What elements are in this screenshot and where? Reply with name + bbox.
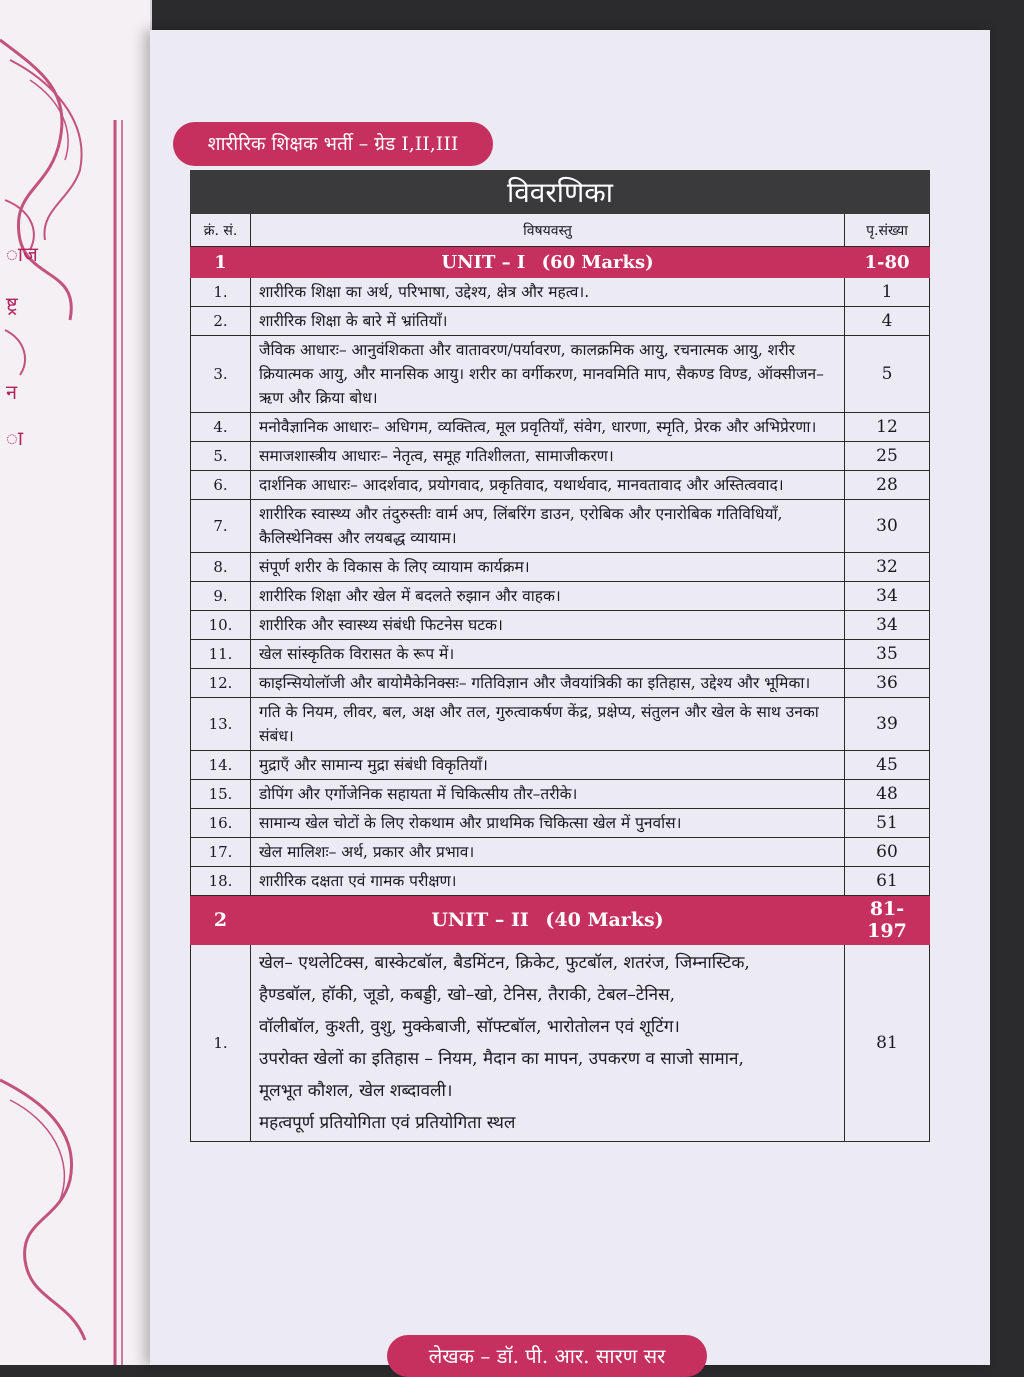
header-badge: शारीरिक शिक्षक भर्ती – ग्रेड I,II,III	[173, 122, 493, 166]
row-number: 4.	[191, 413, 251, 442]
table-row	[191, 553, 930, 582]
table-row	[191, 838, 930, 867]
row-topic: डोपिंग और एर्गोजेनिक सहायता में चिकित्सीय तौर–तरीके।	[251, 780, 845, 809]
row-number: 17.	[191, 838, 251, 867]
table-row	[191, 698, 930, 751]
row-topic: दार्शनिक आधारः– आदर्शवाद, प्रयोगवाद, प्रकृतिवाद, यथार्थवाद, मानवतावाद और अस्तित्ववाद।	[251, 471, 845, 500]
row-number: 1.	[191, 278, 251, 307]
row-page: 60	[845, 838, 930, 867]
row-page: 12	[845, 413, 930, 442]
row-number: 7.	[191, 500, 251, 553]
left-page-fragment: ा	[6, 426, 24, 450]
row-topic: शारीरिक दक्षता एवं गामक परीक्षण।	[251, 867, 845, 896]
row-page: 34	[845, 582, 930, 611]
row-page: 1	[845, 278, 930, 307]
row-number: 13.	[191, 698, 251, 751]
row-page: 81	[845, 945, 930, 1142]
row-page: 39	[845, 698, 930, 751]
toc-title: विवरणिका	[191, 171, 930, 214]
unit-row-2	[191, 896, 930, 945]
row-number: 18.	[191, 867, 251, 896]
row-number: 2.	[191, 307, 251, 336]
left-page	[0, 0, 152, 1365]
row-number: 10.	[191, 611, 251, 640]
table-row	[191, 471, 930, 500]
unit-number: 2	[191, 896, 251, 945]
unit-heading	[251, 896, 845, 945]
row-topic: शारीरिक शिक्षा का अर्थ, परिभाषा, उद्देश्य, क्षेत्र और महत्व।.	[251, 278, 845, 307]
row-page: 32	[845, 553, 930, 582]
row-number: 14.	[191, 751, 251, 780]
table-row	[191, 809, 930, 838]
unit-pages: 81-197	[845, 896, 930, 945]
table-row	[191, 336, 930, 413]
row-number: 6.	[191, 471, 251, 500]
row-topic: शारीरिक स्वास्थ्य और तंदुरुस्तीः वार्म अप, लिंबरिंग डाउन, एरोबिक और एनारोबिक गतिविधियाँ, कैलिस्थेनिक्स और लयबद्ध व्यायाम।	[251, 500, 845, 553]
row-topic: समाजशास्त्रीय आधारः– नेतृत्व, समूह गतिशीलता, सामाजीकरण।	[251, 442, 845, 471]
row-page: 48	[845, 780, 930, 809]
row-page: 45	[845, 751, 930, 780]
row-topic: काइन्सियोलॉजी और बायोमैकेनिक्सः– गतिविज्ञान और जैवयांत्रिकी का इतिहास, उद्देश्य और भूमिका।	[251, 669, 845, 698]
table-row	[191, 867, 930, 896]
table-row	[191, 780, 930, 809]
topic-line: हैण्डबॉल, हॉकी, जूडो, कबड्डी, खो–खो, टेनिस, तैराकी, टेबल–टेनिस,	[259, 985, 675, 1005]
row-page: 30	[845, 500, 930, 553]
left-page-fragment: ष्ट्र	[6, 292, 18, 316]
row-number: 3.	[191, 336, 251, 413]
table-row	[191, 582, 930, 611]
row-topic: जैविक आधारः– आनुवंशिकता और वातावरण/पर्यावरण, कालक्रमिक आयु, रचनात्मक आयु, शरीर क्रियात्मक आयु, और मानसिक आयु। शरीर का वर्गीकरण, मानवमिति माप, सैकण्ड विण्ड, ऑक्सीजन–ऋण और क्रिया बोध।	[251, 336, 845, 413]
topic-line: वॉलीबॉल, कुश्ती, वुशु, मुक्केबाजी, सॉफ्टबॉल, भारोतोलन एवं शूटिंग।	[259, 1017, 680, 1037]
row-number: 9.	[191, 582, 251, 611]
row-page: 34	[845, 611, 930, 640]
column-header-content: विषयवस्तु	[251, 214, 845, 247]
row-number: 15.	[191, 780, 251, 809]
topic-line: खेल– एथलेटिक्स, बास्केटबॉल, बैडमिंटन, क्रिकेट, फुटबॉल, शतरंज, जिम्नास्टिक,	[259, 953, 750, 973]
row-topic: खेल सांस्कृतिक विरासत के रूप में।	[251, 640, 845, 669]
row-page: 4	[845, 307, 930, 336]
left-page-fragment: न	[6, 380, 18, 404]
table-row	[191, 442, 930, 471]
left-page-fragment: ाज	[6, 242, 38, 266]
floral-border-ornament	[0, 0, 150, 1365]
row-topic	[251, 945, 845, 1142]
row-page: 51	[845, 809, 930, 838]
row-topic: शारीरिक शिक्षा के बारे में भ्रांतियाँ।	[251, 307, 845, 336]
row-page: 5	[845, 336, 930, 413]
table-row	[191, 945, 930, 1142]
topic-line: महत्वपूर्ण प्रतियोगिता एवं प्रतियोगिता स्थल	[259, 1113, 516, 1133]
unit-heading	[251, 247, 845, 278]
row-topic: मुद्राएँ और सामान्य मुद्रा संबंधी विकृतियाँ।	[251, 751, 845, 780]
row-topic: संपूर्ण शरीर के विकास के लिए व्यायाम कार्यक्रम।	[251, 553, 845, 582]
row-number: 11.	[191, 640, 251, 669]
unit-number: 1	[191, 247, 251, 278]
table-of-contents	[190, 170, 930, 1142]
row-topic: शारीरिक और स्वास्थ्य संबंधी फिटनेस घटक।	[251, 611, 845, 640]
table-row	[191, 751, 930, 780]
topic-line: मूलभूत कौशल, खेल शब्दावली।	[259, 1081, 453, 1101]
row-topic: मनोवैज्ञानिक आधारः– अधिगम, व्यक्तित्व, मूल प्रवृतियाँ, संवेग, धारणा, स्मृति, प्रेरक और अभिप्रेरणा।	[251, 413, 845, 442]
unit-marks: (40 Marks)	[545, 909, 664, 931]
unit-title: UNIT – II	[431, 909, 529, 931]
table-row	[191, 640, 930, 669]
unit-marks: (60 Marks)	[541, 251, 654, 273]
row-page: 28	[845, 471, 930, 500]
row-number: 8.	[191, 553, 251, 582]
row-page: 35	[845, 640, 930, 669]
row-topic: शारीरिक शिक्षा और खेल में बदलते रुझान और वाहक।	[251, 582, 845, 611]
row-topic: गति के नियम, लीवर, बल, अक्ष और तल, गुरुत्वाकर्षण केंद्र, प्रक्षेप्य, संतुलन और खेल के साथ उनका संबंध।	[251, 698, 845, 751]
column-header-serial: क्रं. सं.	[191, 214, 251, 247]
table-row	[191, 413, 930, 442]
row-number: 12.	[191, 669, 251, 698]
table-row	[191, 669, 930, 698]
row-page: 36	[845, 669, 930, 698]
book-page	[150, 30, 990, 1368]
row-number: 16.	[191, 809, 251, 838]
unit-row-1	[191, 247, 930, 278]
row-page: 61	[845, 867, 930, 896]
row-topic: सामान्य खेल चोटों के लिए रोकथाम और प्राथमिक चिकित्सा खेल में पुनर्वास।	[251, 809, 845, 838]
row-number: 5.	[191, 442, 251, 471]
topic-line: उपरोक्त खेलों का इतिहास – नियम, मैदान का मापन, उपकरण व साजो सामान,	[259, 1049, 744, 1069]
author-badge: लेखक – डॉ. पी. आर. सारण सर	[387, 1335, 707, 1377]
row-number: 1.	[191, 945, 251, 1142]
unit-pages: 1-80	[845, 247, 930, 278]
table-row	[191, 611, 930, 640]
table-row	[191, 500, 930, 553]
table-row	[191, 307, 930, 336]
column-header-page: पृ.संख्या	[845, 214, 930, 247]
row-topic: खेल मालिशः– अर्थ, प्रकार और प्रभाव।	[251, 838, 845, 867]
row-page: 25	[845, 442, 930, 471]
unit-title: UNIT – I	[441, 251, 526, 273]
table-row	[191, 278, 930, 307]
